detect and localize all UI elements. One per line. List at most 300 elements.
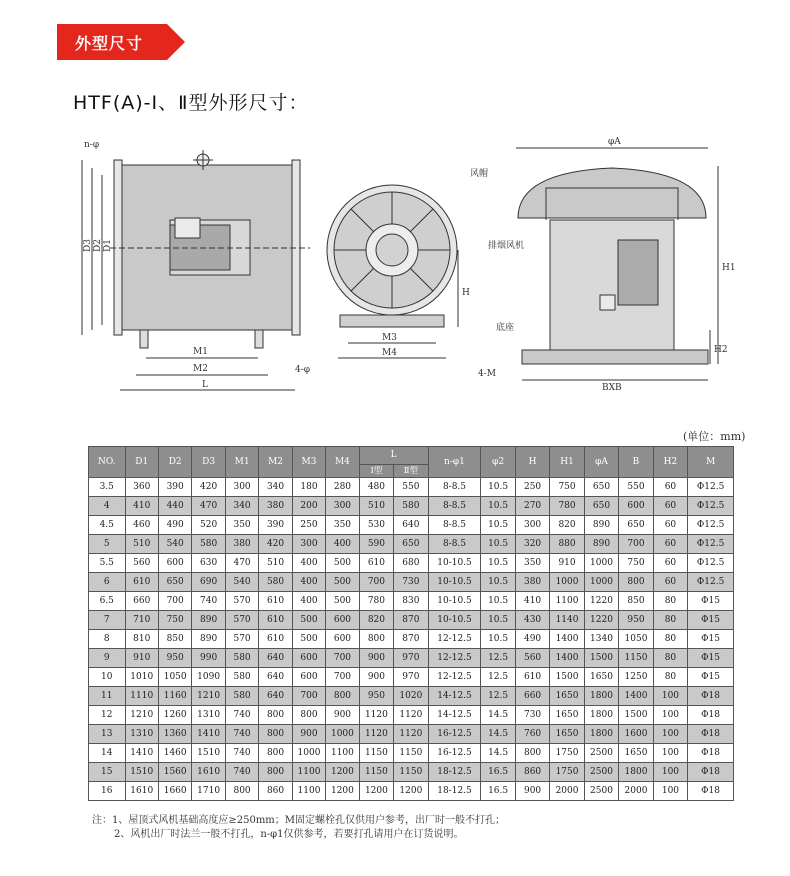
table-cell: 400 [326, 535, 359, 554]
table-cell: 1220 [584, 611, 618, 630]
table-cell: 1210 [125, 706, 158, 725]
table-cell: 16 [89, 782, 126, 801]
table-cell: 800 [259, 763, 292, 782]
table-cell: Φ18 [688, 782, 734, 801]
table-row [89, 573, 734, 592]
table-cell: 8-8.5 [428, 497, 481, 516]
table-row [89, 611, 734, 630]
table-cell: 8-8.5 [428, 516, 481, 535]
table-cell: 510 [259, 554, 292, 573]
table-cell: 1800 [584, 687, 618, 706]
table-cell: 1600 [619, 725, 653, 744]
table-cell: 380 [259, 497, 292, 516]
table-cell: 640 [394, 516, 428, 535]
table-cell: 16-12.5 [428, 725, 481, 744]
table-cell: 1140 [550, 611, 584, 630]
header-cell-m: M [688, 447, 734, 478]
header-cell-no: NO. [89, 447, 126, 478]
table-cell: 14-12.5 [428, 706, 481, 725]
table-cell: 1260 [158, 706, 191, 725]
table-cell: 1220 [584, 592, 618, 611]
table-cell: 610 [125, 573, 158, 592]
table-cell: 480 [359, 478, 393, 497]
table-cell: 1090 [192, 668, 225, 687]
table-cell: 60 [653, 478, 687, 497]
table-cell: 80 [653, 649, 687, 668]
table-cell: Φ15 [688, 668, 734, 687]
table-cell: 500 [326, 592, 359, 611]
table-cell: 300 [292, 535, 325, 554]
table-cell: 60 [653, 516, 687, 535]
table-cell: 500 [292, 630, 325, 649]
table-cell: 950 [359, 687, 393, 706]
table-cell: 800 [292, 706, 325, 725]
table-cell: 80 [653, 668, 687, 687]
table-cell: Φ15 [688, 649, 734, 668]
table-cell: 850 [619, 592, 653, 611]
table-cell: 18-12.5 [428, 763, 481, 782]
header-cell-d2: D2 [158, 447, 191, 478]
table-cell: 1150 [359, 744, 393, 763]
table-cell: 1650 [550, 706, 584, 725]
table-cell: 1650 [550, 687, 584, 706]
table-cell: 1200 [326, 782, 359, 801]
table-cell: 10-10.5 [428, 573, 481, 592]
table-cell: 800 [259, 744, 292, 763]
label-h1: H1 [722, 263, 736, 273]
table-cell: 10.5 [481, 497, 515, 516]
header-cell-l: L [359, 447, 428, 465]
table-cell: 650 [158, 573, 191, 592]
table-cell: 4 [89, 497, 126, 516]
table-cell: 1120 [359, 706, 393, 725]
table-cell: 410 [125, 497, 158, 516]
table-cell: 880 [550, 535, 584, 554]
table-cell: Φ18 [688, 725, 734, 744]
table-cell: 500 [292, 611, 325, 630]
table-cell: 13 [89, 725, 126, 744]
table-cell: Φ12.5 [688, 478, 734, 497]
table-cell: 280 [326, 478, 359, 497]
table-cell: 1610 [125, 782, 158, 801]
table-cell: 900 [326, 706, 359, 725]
table-row [89, 668, 734, 687]
table-cell: 580 [225, 649, 258, 668]
header-cell-h1: H1 [550, 447, 584, 478]
table-cell: 2000 [550, 782, 584, 801]
table-cell: 650 [584, 497, 618, 516]
table-cell: 500 [326, 573, 359, 592]
table-cell: 610 [259, 592, 292, 611]
table-cell: 1010 [125, 668, 158, 687]
table-cell: 14.5 [481, 706, 515, 725]
table-cell: 510 [125, 535, 158, 554]
table-cell: 1800 [584, 725, 618, 744]
table-row [89, 535, 734, 554]
table-cell: 10.5 [481, 573, 515, 592]
table-cell: 700 [359, 573, 393, 592]
header-cell-n-1: n-φ1 [428, 447, 481, 478]
header-cell-m1: M1 [225, 447, 258, 478]
table-cell: 600 [326, 630, 359, 649]
header-cell-h2: H2 [653, 447, 687, 478]
label-h: H [462, 288, 470, 298]
table-cell: 1400 [550, 630, 584, 649]
table-cell: 610 [259, 630, 292, 649]
table-cell: 100 [653, 763, 687, 782]
header-cell-m3: M3 [292, 447, 325, 478]
table-cell: 800 [359, 630, 393, 649]
table-cell: 1120 [359, 725, 393, 744]
table-cell: 610 [359, 554, 393, 573]
table-cell: 1200 [394, 782, 428, 801]
table-cell: 1650 [550, 725, 584, 744]
table-cell: 860 [259, 782, 292, 801]
table-cell: 900 [515, 782, 549, 801]
table-cell: 350 [225, 516, 258, 535]
label-l: L [202, 380, 208, 390]
table-cell: 1020 [394, 687, 428, 706]
table-cell: Φ12.5 [688, 516, 734, 535]
table-cell: 180 [292, 478, 325, 497]
header-cell-l-type-2: Ⅱ型 [394, 465, 428, 478]
table-cell: 590 [359, 535, 393, 554]
table-cell: 12.5 [481, 649, 515, 668]
table-cell: 1000 [550, 573, 584, 592]
table-cell: 760 [515, 725, 549, 744]
table-cell: 700 [326, 668, 359, 687]
table-cell: 710 [125, 611, 158, 630]
table-cell: 730 [394, 573, 428, 592]
table-cell: 12-12.5 [428, 649, 481, 668]
table-cell: 510 [359, 497, 393, 516]
table-cell: 780 [550, 497, 584, 516]
table-cell: 10-10.5 [428, 611, 481, 630]
table-cell: 900 [359, 649, 393, 668]
table-cell: 1100 [326, 744, 359, 763]
table-cell: Φ18 [688, 744, 734, 763]
table-cell: 1750 [550, 763, 584, 782]
label-d1: D1 [103, 239, 113, 252]
table-cell: 1150 [619, 649, 653, 668]
table-cell: 1560 [158, 763, 191, 782]
table-cell: 270 [515, 497, 549, 516]
table-cell: Φ12.5 [688, 554, 734, 573]
label-phi-a: φA [608, 137, 621, 147]
table-cell: 1710 [192, 782, 225, 801]
table-cell: 320 [515, 535, 549, 554]
table-cell: 750 [550, 478, 584, 497]
table-cell: 440 [158, 497, 191, 516]
table-cell: 700 [619, 535, 653, 554]
table-cell: 900 [359, 668, 393, 687]
table-row [89, 687, 734, 706]
table-row [89, 725, 734, 744]
table-cell: 5 [89, 535, 126, 554]
table-cell: 100 [653, 782, 687, 801]
table-cell: 910 [125, 649, 158, 668]
header-cell-h: H [515, 447, 549, 478]
table-cell: 1150 [394, 744, 428, 763]
table-cell: 520 [192, 516, 225, 535]
table-cell: 780 [359, 592, 393, 611]
table-cell: 610 [515, 668, 549, 687]
table-cell: 650 [584, 478, 618, 497]
table-cell: 250 [515, 478, 549, 497]
table-cell: 1410 [125, 744, 158, 763]
table-cell: 14-12.5 [428, 687, 481, 706]
table-cell: 340 [225, 497, 258, 516]
table-cell: 1000 [326, 725, 359, 744]
table-cell: 890 [584, 516, 618, 535]
table-cell: 1100 [292, 782, 325, 801]
table-cell: 660 [125, 592, 158, 611]
table-cell: 1310 [192, 706, 225, 725]
header-cell-d3: D3 [192, 447, 225, 478]
table-cell: 580 [225, 668, 258, 687]
table-cell: 410 [515, 592, 549, 611]
table-cell: 60 [653, 554, 687, 573]
table-cell: 460 [125, 516, 158, 535]
table-cell: 360 [125, 478, 158, 497]
table-cell: 9 [89, 649, 126, 668]
header-cell--2: φ2 [481, 447, 515, 478]
table-cell: 1120 [394, 725, 428, 744]
table-cell: 740 [225, 706, 258, 725]
table-cell: 1610 [192, 763, 225, 782]
table-row [89, 497, 734, 516]
table-cell: 600 [158, 554, 191, 573]
table-cell: 530 [359, 516, 393, 535]
table-cell: 1400 [550, 649, 584, 668]
table-cell: Φ18 [688, 706, 734, 725]
label-d2: D2 [93, 239, 103, 252]
table-cell: 11 [89, 687, 126, 706]
table-row [89, 478, 734, 497]
table-cell: 1100 [550, 592, 584, 611]
table-cell: 10.5 [481, 630, 515, 649]
table-cell: 850 [158, 630, 191, 649]
table-cell: 60 [653, 497, 687, 516]
table-cell: 12-12.5 [428, 668, 481, 687]
table-cell: 1200 [326, 763, 359, 782]
table-cell: 630 [192, 554, 225, 573]
table-cell: 1000 [584, 554, 618, 573]
dimension-drawings [70, 130, 750, 395]
table-cell: 580 [394, 497, 428, 516]
table-cell: 2000 [619, 782, 653, 801]
table-cell: 7 [89, 611, 126, 630]
table-cell: 1110 [125, 687, 158, 706]
table-cell: 1750 [550, 744, 584, 763]
table-cell: 1360 [158, 725, 191, 744]
table-cell: 60 [653, 535, 687, 554]
note-2: 2、风机出厂时法兰一般不打孔，n-φ1仅供参考，若要打孔请用户在订货说明。 [114, 829, 464, 840]
table-cell: 540 [225, 573, 258, 592]
table-cell: 740 [225, 763, 258, 782]
table-cell: 970 [394, 649, 428, 668]
table-cell: 860 [515, 763, 549, 782]
label-4-phi: 4-φ [295, 365, 311, 375]
table-cell: 400 [292, 554, 325, 573]
label-bxb: BXB [602, 383, 622, 393]
table-cell: 550 [619, 478, 653, 497]
table-cell: Φ12.5 [688, 573, 734, 592]
table-cell: 10.5 [481, 611, 515, 630]
table-cell: 250 [292, 516, 325, 535]
table-cell: 1200 [359, 782, 393, 801]
table-cell: 540 [158, 535, 191, 554]
table-cell: 490 [515, 630, 549, 649]
table-cell: 470 [225, 554, 258, 573]
table-cell: 380 [225, 535, 258, 554]
label-m2: M2 [193, 364, 208, 374]
table-cell: 300 [326, 497, 359, 516]
table-cell: 1050 [158, 668, 191, 687]
table-cell: 80 [653, 611, 687, 630]
table-cell: 750 [619, 554, 653, 573]
table-cell: 640 [259, 687, 292, 706]
table-cell: 1410 [192, 725, 225, 744]
table-cell: 890 [192, 630, 225, 649]
table-cell: 580 [192, 535, 225, 554]
header-cell-d1: D1 [125, 447, 158, 478]
table-cell: 12-12.5 [428, 630, 481, 649]
label-m1: M1 [193, 347, 208, 357]
table-cell: 740 [225, 744, 258, 763]
table-cell: 830 [394, 592, 428, 611]
table-cell: 10-10.5 [428, 592, 481, 611]
table-cell: 6 [89, 573, 126, 592]
table-cell: 430 [515, 611, 549, 630]
roof-fan-drawing [516, 148, 718, 380]
table-cell: 580 [259, 573, 292, 592]
table-cell: 730 [515, 706, 549, 725]
table-cell: 1310 [125, 725, 158, 744]
label-m4: M4 [382, 348, 397, 358]
table-cell: 900 [292, 725, 325, 744]
label-n-phi: n-φ [84, 140, 100, 150]
table-cell: 2500 [584, 744, 618, 763]
table-cell: 650 [394, 535, 428, 554]
table-cell: 870 [394, 611, 428, 630]
table-cell: 910 [550, 554, 584, 573]
table-cell: 200 [292, 497, 325, 516]
table-row [89, 516, 734, 535]
table-cell: 1050 [619, 630, 653, 649]
table-cell: 390 [259, 516, 292, 535]
table-cell: 800 [515, 744, 549, 763]
table-cell: 16-12.5 [428, 744, 481, 763]
table-cell: 600 [619, 497, 653, 516]
table-cell: 870 [394, 630, 428, 649]
table-cell: 1400 [619, 687, 653, 706]
table-cell: 800 [259, 706, 292, 725]
table-cell: 600 [292, 668, 325, 687]
table-cell: 100 [653, 706, 687, 725]
table-cell: 100 [653, 725, 687, 744]
table-cell: 420 [192, 478, 225, 497]
header-cell-m2: M2 [259, 447, 292, 478]
table-cell: 970 [394, 668, 428, 687]
table-cell: 12.5 [481, 687, 515, 706]
table-cell: 2500 [584, 782, 618, 801]
table-cell: 350 [326, 516, 359, 535]
table-cell: 10.5 [481, 592, 515, 611]
table-cell: 800 [619, 573, 653, 592]
table-cell: Φ15 [688, 611, 734, 630]
table-cell: 1460 [158, 744, 191, 763]
table-cell: 600 [292, 649, 325, 668]
table-cell: 650 [619, 516, 653, 535]
table-cell: 12 [89, 706, 126, 725]
table-cell: Φ18 [688, 687, 734, 706]
table-cell: 80 [653, 592, 687, 611]
unit-note: (单位：mm) [683, 430, 746, 443]
table-cell: 810 [125, 630, 158, 649]
table-cell: 1000 [584, 573, 618, 592]
table-cell: 570 [225, 611, 258, 630]
table-cell: 1660 [158, 782, 191, 801]
table-cell: 600 [326, 611, 359, 630]
table-cell: 8-8.5 [428, 535, 481, 554]
table-cell: 1100 [292, 763, 325, 782]
table-cell: 8-8.5 [428, 478, 481, 497]
table-cell: 8 [89, 630, 126, 649]
label-4-m: 4-M [478, 369, 496, 379]
table-cell: 1160 [158, 687, 191, 706]
table-cell: 3.5 [89, 478, 126, 497]
table-cell: 950 [158, 649, 191, 668]
header-cell-m4: M4 [326, 447, 359, 478]
table-cell: 15 [89, 763, 126, 782]
table-cell: 10.5 [481, 478, 515, 497]
table-cell: 700 [326, 649, 359, 668]
table-cell: 14.5 [481, 744, 515, 763]
table-cell: 570 [225, 592, 258, 611]
table-cell: 580 [225, 687, 258, 706]
table-cell: 890 [192, 611, 225, 630]
table-row [89, 744, 734, 763]
table-cell: 990 [192, 649, 225, 668]
table-row [89, 592, 734, 611]
table-cell: 470 [192, 497, 225, 516]
table-cell: 18-12.5 [428, 782, 481, 801]
table-cell: 610 [259, 611, 292, 630]
table-cell: 2500 [584, 763, 618, 782]
table-cell: 300 [515, 516, 549, 535]
table-cell: 80 [653, 630, 687, 649]
table-cell: 4.5 [89, 516, 126, 535]
dimension-table [88, 446, 734, 801]
section-tag [57, 24, 185, 60]
table-cell: 10.5 [481, 554, 515, 573]
header-cell--a: φA [584, 447, 618, 478]
table-cell: 800 [259, 725, 292, 744]
table-cell: 560 [515, 649, 549, 668]
table-cell: 100 [653, 744, 687, 763]
table-cell: 380 [515, 573, 549, 592]
table-cell: 950 [619, 611, 653, 630]
table-row [89, 649, 734, 668]
table-row [89, 630, 734, 649]
table-cell: 10.5 [481, 516, 515, 535]
label-hood: 风帽 [470, 169, 489, 179]
table-cell: 750 [158, 611, 191, 630]
table-cell: 560 [125, 554, 158, 573]
table-cell: 350 [515, 554, 549, 573]
header-cell-b: B [619, 447, 653, 478]
